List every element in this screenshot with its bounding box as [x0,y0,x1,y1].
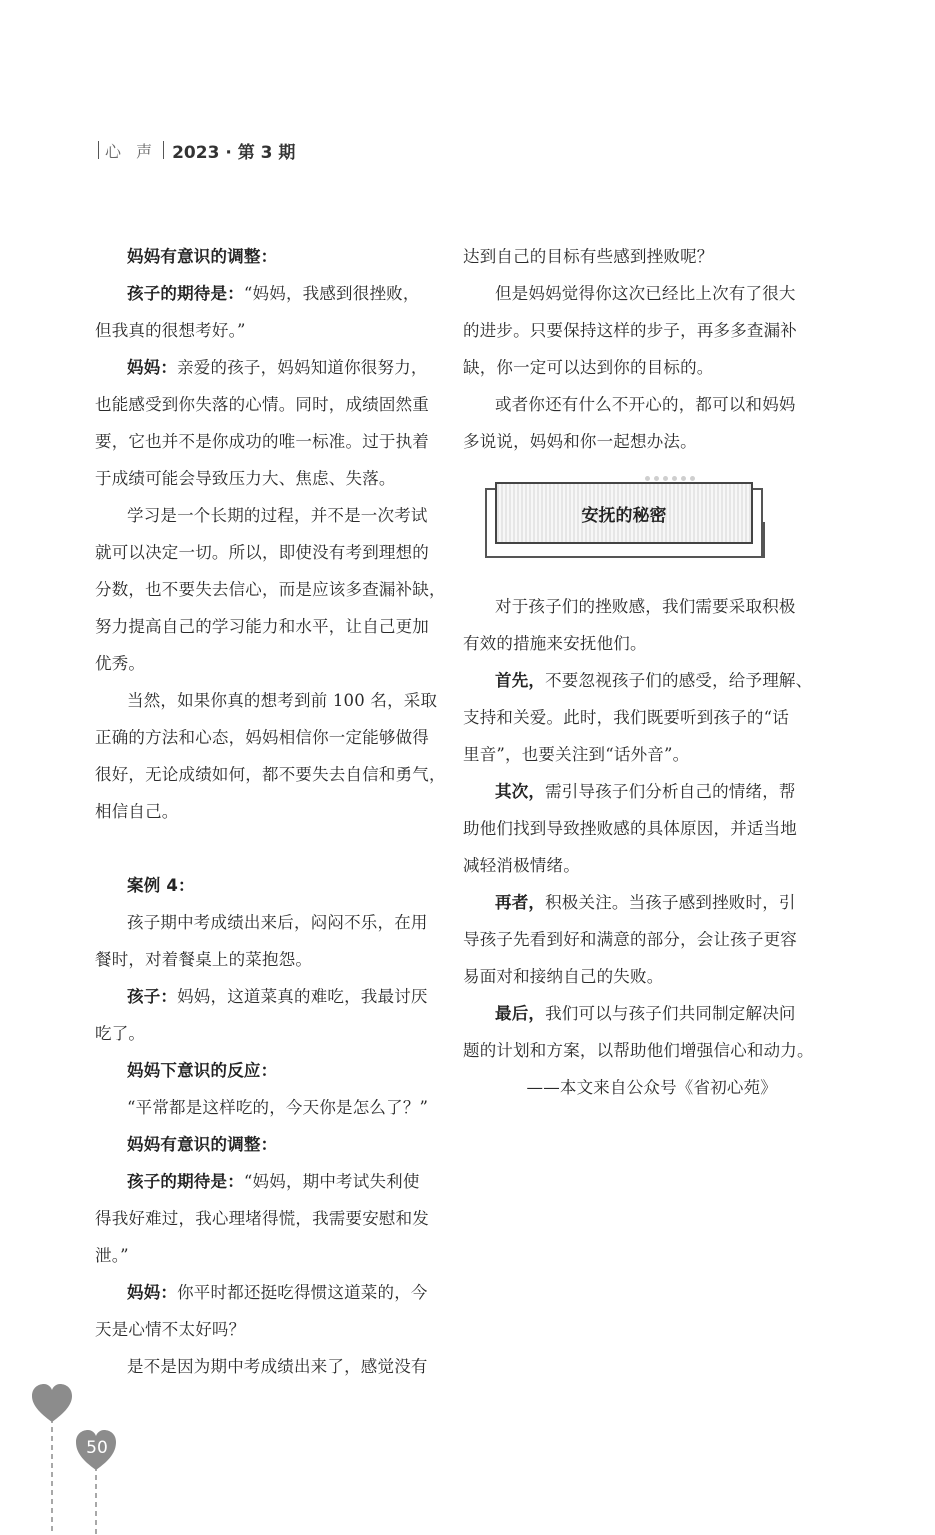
text-line [463,736,783,773]
line-text: 达到自己的目标有些感到挫败呢？ [463,247,714,266]
text-line [95,1052,415,1089]
paragraph-gap [95,830,415,867]
text-line [95,1237,415,1274]
line-text: 或者你还有什么不开心的，都可以和妈妈 [495,395,796,414]
text-line [95,1274,428,1311]
text-line [95,386,429,423]
bold-lead: 首先， [495,671,546,690]
text-line [463,423,783,460]
text-line [463,699,789,736]
text-line [95,1015,415,1052]
section-title-box [495,482,753,544]
line-text: 学习是一个长期的过程，并不是一次考试 [127,506,428,525]
text-line [463,810,797,847]
line-text: 有效的措施来安抚他们。 [463,634,647,653]
bold-lead: 孩子的期待是： [127,1172,244,1191]
line-text: 也能感受到你失落的心情。同时，成绩固然重 [95,395,429,414]
line-text: 助他们找到导致挫败感的具体原因，并适当地 [463,819,797,838]
line-text: 很好，无论成绩如何，都不要失去自信和勇气， [95,765,446,784]
text-line [463,884,796,921]
source-note: ——本文来自公众号《省初心苑》 [526,1078,777,1097]
text-line [95,238,415,275]
text-line [95,756,446,793]
line-text: 但我真的很想考好。” [95,321,246,340]
line-text: 于成绩可能会导致压力大、焦虑、失落。 [95,469,396,488]
page-number: 50 [86,1438,108,1458]
bold-lead: 其次， [495,782,546,801]
text-line [463,995,796,1032]
line-text: 正确的方法和心态，妈妈相信你一定能够做得 [95,728,429,747]
line-text: 你平时都还挺吃得惯这道菜的，今 [177,1283,428,1302]
header-issue: 2023 · 第 3 期 [172,142,296,163]
line-text: 天是心情不太好吗？ [95,1320,246,1339]
line-text: 努力提高自己的学习能力和水平，让自己更加 [95,617,429,636]
line-text: 导孩子先看到好和满意的部分，会让孩子更容 [463,930,797,949]
decorative-dots [641,476,699,481]
text-line [95,497,428,534]
text-line [95,682,438,719]
line-text: 题的计划和方案，以帮助他们增强信心和动力。 [463,1041,814,1060]
line-text: 不要忽视孩子们的感受，给予理解、 [545,671,813,690]
header-divider [163,141,164,159]
text-line [95,645,415,682]
bold-lead: 孩子的期待是： [127,284,244,303]
bold-lead: 妈妈： [127,358,178,377]
right-column-bottom [463,588,814,1069]
text-line [95,349,428,386]
line-text: 餐时，对着餐桌上的菜抱怨。 [95,950,313,969]
section-heading-box [463,478,783,566]
text-line [463,588,796,625]
bold-lead: 案例 4： [127,876,195,895]
text-line [463,275,796,312]
text-line [463,773,796,810]
text-line [463,312,797,349]
running-header [92,137,295,163]
line-text: “平常都是这样吃的，今天你是怎么了？” [127,1098,429,1117]
line-text: “妈妈，期中考试失利使 [243,1172,420,1191]
line-text: 亲爱的孩子，妈妈知道你很努力， [177,358,428,377]
bold-lead: 妈妈下意识的反应： [127,1061,278,1080]
text-line [95,571,446,608]
right-column [463,238,814,1106]
line-text: 要，它也并不是你成功的唯一标准。过于执着 [95,432,429,451]
line-text: 积极关注。当孩子感到挫败时，引 [545,893,796,912]
bold-lead: 妈妈有意识的调整： [127,1135,278,1154]
text-line [95,793,415,830]
heart-icon [32,1384,72,1422]
text-line [463,958,783,995]
line-text: 减轻消极情绪。 [463,856,580,875]
line-text: 里音”，也要关注到“话外音”。 [463,745,690,764]
text-line [95,941,415,978]
frame-tick [763,522,765,558]
text-line [95,1200,429,1237]
header-divider [98,141,99,159]
line-text: 多说说，妈妈和你一起想办法。 [463,432,697,451]
line-text: 泄。” [95,1246,129,1265]
line-text: 孩子期中考成绩出来后，闷闷不乐，在用 [127,913,428,932]
text-line [95,275,420,312]
right-column-top [463,238,797,460]
section-title: 安抚的秘密 [581,505,667,526]
text-line [95,1311,415,1348]
line-text: 我们可以与孩子们共同制定解决问 [545,1004,796,1023]
text-line [95,312,415,349]
line-text: 当然，如果你真的想考到前 100 名，采取 [127,691,438,710]
line-text: 相信自己。 [95,802,179,821]
line-text: 分数，也不要失去信心，而是应该多查漏补缺， [95,580,446,599]
bold-lead: 孩子： [127,987,178,1006]
line-text: 优秀。 [95,654,146,673]
text-line [95,719,429,756]
line-text: 就可以决定一切。所以，即使没有考到理想的 [95,543,429,562]
text-line [463,386,796,423]
text-line [95,534,429,571]
line-text: 支持和关爱。此时，我们既要听到孩子的“话 [463,708,789,727]
text-line [95,1163,420,1200]
text-line [463,662,813,699]
text-line [463,1032,814,1069]
text-line [95,1089,429,1126]
text-line [463,625,783,662]
text-line [95,423,429,460]
text-line [95,608,429,645]
line-text: “妈妈，我感到很挫败， [243,284,420,303]
text-line [95,978,428,1015]
line-text: 易面对和接纳自己的失败。 [463,967,664,986]
text-line [95,867,415,904]
line-text: 妈妈，这道菜真的难吃，我最讨厌 [177,987,428,1006]
text-line [463,349,783,386]
left-column [95,238,446,1385]
bold-lead: 再者， [495,893,546,912]
line-text: 缺，你一定可以达到你的目标的。 [463,358,714,377]
text-line [95,1126,415,1163]
line-text: 吃了。 [95,1024,146,1043]
text-line [463,921,797,958]
header-section: 心 声 [105,141,158,161]
text-line [463,847,783,884]
line-text: 但是妈妈觉得你这次已经比上次有了很大 [495,284,796,303]
bold-lead: 最后， [495,1004,546,1023]
line-text: 得我好难过，我心理堵得慌，我需要安慰和发 [95,1209,429,1228]
line-text: 需引导孩子们分析自己的情绪，帮 [545,782,796,801]
text-line [95,460,415,497]
text-line [95,904,428,941]
line-text: 对于孩子们的挫败感，我们需要采取积极 [495,597,796,616]
line-text: 的进步。只要保持这样的步子，再多多查漏补 [463,321,797,340]
text-line [463,238,783,275]
bold-lead: 妈妈： [127,1283,178,1302]
text-line [95,1348,428,1385]
bold-lead: 妈妈有意识的调整： [127,247,278,266]
line-text: 是不是因为期中考成绩出来了，感觉没有 [127,1357,428,1376]
